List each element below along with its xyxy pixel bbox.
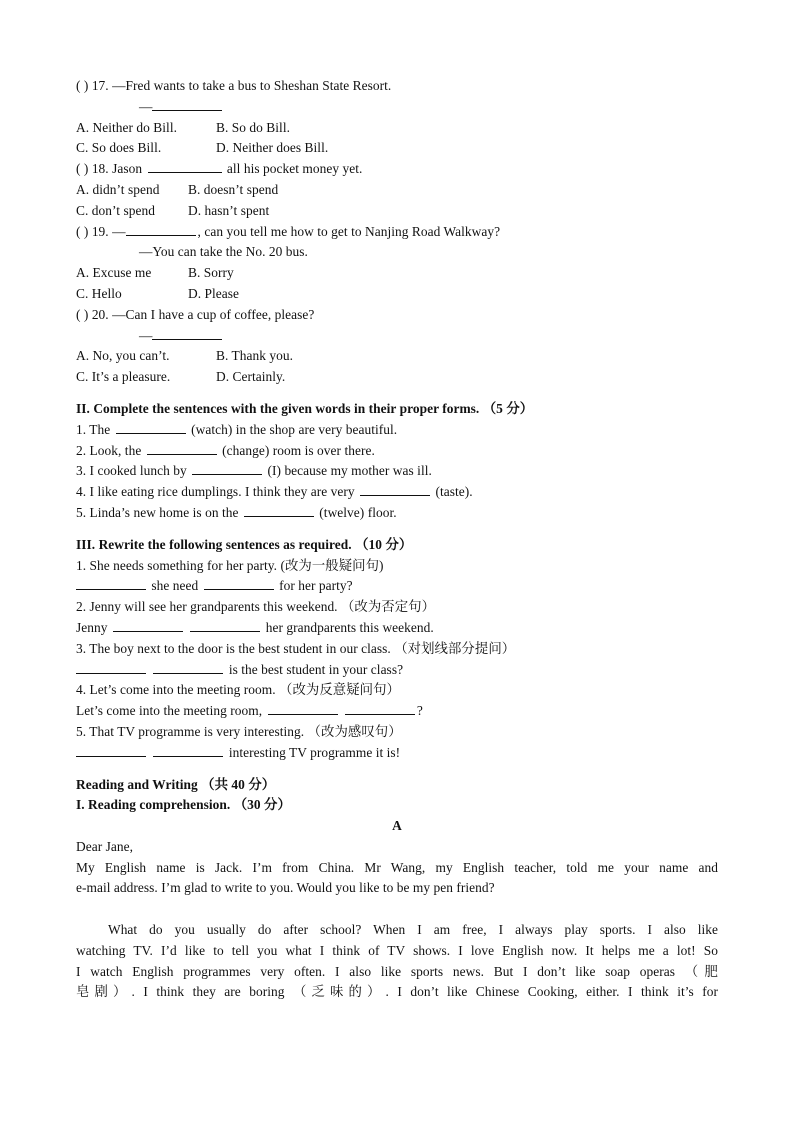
section2-heading-text: II. Complete the sentences with the given words in their proper forms. bbox=[76, 400, 480, 416]
q17-stem: ( ) 17. —Fred wants to take a bus to Sheshan State Resort. bbox=[76, 78, 392, 93]
q17-options-row2 bbox=[76, 138, 718, 159]
section3-answer-2-end: her grandparents this weekend. bbox=[265, 619, 434, 635]
section2-item-4 bbox=[76, 482, 718, 503]
q20-option-d[interactable]: D. Certainly. bbox=[216, 369, 286, 385]
section3-answer-2 bbox=[76, 618, 718, 639]
q17-dash: — bbox=[139, 98, 153, 114]
q17-option-c[interactable]: C. So does Bill. bbox=[76, 140, 162, 156]
letter-p2-line1: What do you usually do after school? When I am free, I always play sports. I also like bbox=[108, 922, 718, 938]
section3-answer-1 bbox=[76, 576, 718, 597]
section3-score: （10 分） bbox=[355, 536, 413, 552]
section3-heading bbox=[76, 535, 718, 556]
worksheet-page bbox=[76, 76, 718, 1003]
q18-option-b[interactable]: B. doesn’t spend bbox=[188, 181, 279, 197]
section2-item-4-pre: 4. I like eating rice dumplings. I think they are very bbox=[76, 484, 355, 500]
section2-item-4-blank[interactable] bbox=[360, 482, 430, 496]
section3-answer-5-blank-a[interactable] bbox=[76, 743, 146, 757]
section3-answer-4-blank-b[interactable] bbox=[345, 701, 415, 715]
q18-stem-post: all his pocket money yet. bbox=[226, 161, 363, 177]
section3-sentence-1: 1. She needs something for her party. (改为一般疑问句) bbox=[76, 557, 384, 573]
section2-item-1-pre: 1. The bbox=[76, 421, 111, 437]
section2-item-5-post: (twelve) floor. bbox=[319, 504, 397, 520]
section3-answer-4-end: ? bbox=[416, 703, 423, 719]
section3-answer-2-blank-a[interactable] bbox=[113, 618, 183, 632]
q20-dash: — bbox=[139, 327, 153, 343]
section3-answer-1-mid: she need bbox=[151, 578, 199, 594]
q18-option-a[interactable]: A. didn’t spend bbox=[76, 181, 160, 197]
q20-options-row1 bbox=[76, 346, 718, 367]
q18-options-row2 bbox=[76, 201, 718, 222]
section2-item-2-post: (change) room is over there. bbox=[222, 442, 375, 458]
section2-item-1 bbox=[76, 420, 718, 441]
section3-sentence-3: 3. The boy next to the door is the best student in our class. （对划线部分提问） bbox=[76, 640, 516, 656]
section2-heading bbox=[76, 399, 718, 420]
section2-item-1-post: (watch) in the shop are very beautiful. bbox=[191, 421, 398, 437]
section3-answer-3 bbox=[76, 660, 718, 681]
letter-p1-line1: My English name is Jack. I’m from China. Mr Wang, my English teacher, told me your name and bbox=[76, 859, 718, 875]
section2-item-1-blank[interactable] bbox=[116, 420, 186, 434]
q19-option-b[interactable]: B. Sorry bbox=[188, 265, 234, 281]
q17-options-row1 bbox=[76, 118, 718, 139]
section3-answer-3-end: is the best student in your class? bbox=[228, 661, 404, 677]
section3-answer-5-blank-b[interactable] bbox=[153, 743, 223, 757]
section3-sentence-5: 5. That TV programme is very interesting. （改为感叹句） bbox=[76, 723, 402, 739]
q18-stem bbox=[76, 159, 718, 180]
letter-p2-line4: 皂剧）. I think they are boring （乏味的）. I don’t like Chinese Cooking, either. I think it’s for bbox=[76, 984, 718, 1000]
q17-option-a[interactable]: A. Neither do Bill. bbox=[76, 119, 177, 135]
q19-stem bbox=[76, 222, 718, 243]
q17-answer-blank[interactable] bbox=[152, 97, 222, 111]
section3-answer-1-end: for her party? bbox=[279, 578, 353, 594]
section2-item-2 bbox=[76, 441, 718, 462]
spacer bbox=[76, 388, 718, 399]
q19-reply: —You can take the No. 20 bus. bbox=[139, 244, 308, 260]
q18-option-c[interactable]: C. don’t spend bbox=[76, 202, 155, 218]
reading-comprehension-heading bbox=[76, 795, 718, 816]
q20-option-c[interactable]: C. It’s a pleasure. bbox=[76, 369, 171, 385]
q18-options-row1 bbox=[76, 180, 718, 201]
q18-blank[interactable] bbox=[148, 159, 222, 173]
section3-sentence-2: 2. Jenny will see her grandparents this weekend. （改为否定句） bbox=[76, 599, 436, 615]
reading-comprehension-score: （30 分） bbox=[233, 797, 291, 813]
q17-option-d[interactable]: D. Neither does Bill. bbox=[216, 140, 329, 156]
section3-answer-5-end: interesting TV programme it is! bbox=[228, 744, 401, 760]
section2-item-3-blank[interactable] bbox=[192, 461, 262, 475]
q20-stem: ( ) 20. —Can I have a cup of coffee, please? bbox=[76, 306, 315, 322]
section2-item-5-pre: 5. Linda’s new home is on the bbox=[76, 504, 239, 520]
section2-item-2-pre: 2. Look, the bbox=[76, 442, 142, 458]
section2-item-3 bbox=[76, 461, 718, 482]
section3-answer-2-blank-b[interactable] bbox=[190, 618, 260, 632]
q19-stem-post: , can you tell me how to get to Nanjing Road Walkway? bbox=[197, 223, 501, 239]
q19-blank[interactable] bbox=[126, 222, 196, 236]
q20-options-row2 bbox=[76, 367, 718, 388]
q17-answer-line bbox=[76, 97, 718, 118]
spacer bbox=[76, 524, 718, 535]
section3-answer-4-blank-a[interactable] bbox=[268, 701, 338, 715]
q17-option-b[interactable]: B. So do Bill. bbox=[216, 119, 290, 135]
section2-item-5-blank[interactable] bbox=[244, 503, 314, 517]
q19-options-row1 bbox=[76, 263, 718, 284]
spacer bbox=[76, 764, 718, 775]
q19-option-a[interactable]: A. Excuse me bbox=[76, 265, 152, 281]
section3-answer-1-blank-b[interactable] bbox=[204, 576, 274, 590]
reading-writing-heading-text: Reading and Writing bbox=[76, 776, 198, 792]
letter-salutation: Dear Jane, bbox=[76, 838, 134, 854]
section3-heading-text: III. Rewrite the following sentences as required. bbox=[76, 536, 352, 552]
q18-stem-pre: ( ) 18. Jason bbox=[76, 161, 143, 177]
section3-answer-3-blank-a[interactable] bbox=[76, 660, 146, 674]
reading-writing-score: （共 40 分） bbox=[201, 776, 276, 792]
q20-answer-blank[interactable] bbox=[152, 326, 222, 340]
section3-answer-1-blank-a[interactable] bbox=[76, 576, 146, 590]
reading-comprehension-heading-text: I. Reading comprehension. bbox=[76, 797, 231, 813]
reading-writing-heading bbox=[76, 775, 718, 796]
section2-item-2-blank[interactable] bbox=[147, 441, 217, 455]
letter-p1-line2: e-mail address. I’m glad to write to you. Would you like to be my pen friend? bbox=[76, 880, 495, 896]
section2-item-5 bbox=[76, 503, 718, 524]
q19-option-d[interactable]: D. Please bbox=[188, 285, 240, 301]
q20-answer-line bbox=[76, 326, 718, 347]
letter-p2-line3: I watch English programmes very often. I also like sports news. But I don’t like soap operas （肥 bbox=[76, 963, 718, 979]
section3-answer-4-pre: Let’s come into the meeting room, bbox=[76, 703, 263, 719]
section3-answer-2-pre: Jenny bbox=[76, 619, 108, 635]
section2-score: （5 分） bbox=[482, 400, 534, 416]
section2-item-3-post: (I) because my mother was ill. bbox=[267, 463, 432, 479]
section3-answer-3-blank-b[interactable] bbox=[153, 660, 223, 674]
q19-options-row2 bbox=[76, 284, 718, 305]
section3-answer-5 bbox=[76, 743, 718, 764]
section3-sentence-4: 4. Let’s come into the meeting room. （改为反意疑问句） bbox=[76, 682, 401, 698]
paragraph-spacer bbox=[76, 899, 718, 920]
passage-label: A bbox=[392, 818, 402, 834]
q19-stem-pre: ( ) 19. — bbox=[76, 223, 126, 239]
section3-answer-4 bbox=[76, 701, 718, 722]
q20-option-b[interactable]: B. Thank you. bbox=[216, 348, 294, 364]
letter-p2-line2: watching TV. I’d like to tell you what I think of TV shows. I love English now. It helps me a lot! So bbox=[76, 942, 718, 958]
section2-item-4-post: (taste). bbox=[435, 484, 473, 500]
q18-option-d[interactable]: D. hasn’t spent bbox=[188, 202, 270, 218]
q20-option-a[interactable]: A. No, you can’t. bbox=[76, 348, 170, 364]
section2-item-3-pre: 3. I cooked lunch by bbox=[76, 463, 187, 479]
q19-option-c[interactable]: C. Hello bbox=[76, 285, 122, 301]
